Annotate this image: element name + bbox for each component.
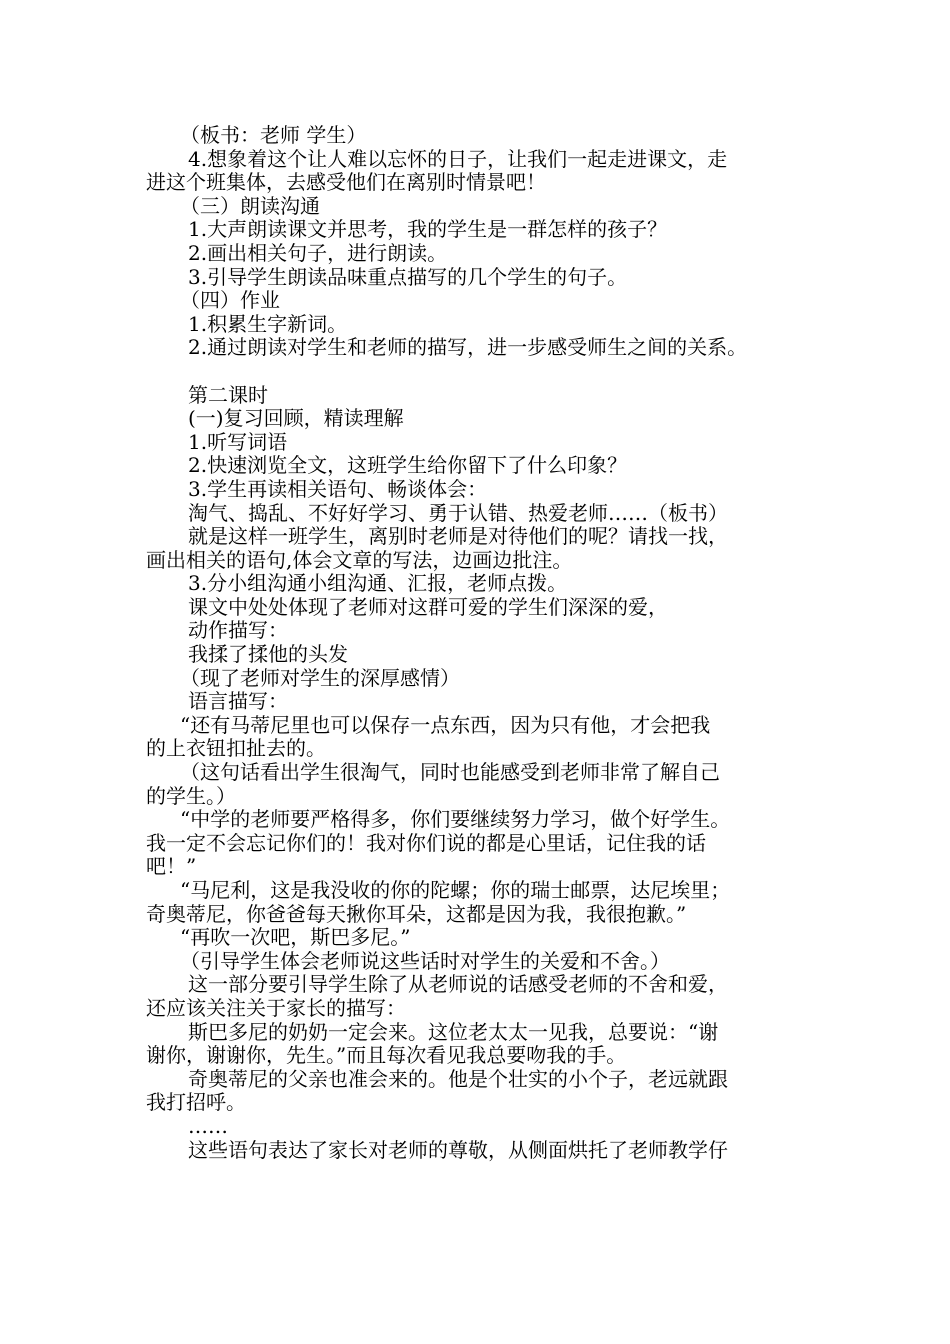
text-line: 我打招呼。 xyxy=(146,1091,246,1115)
document-body xyxy=(146,124,810,1162)
text-line: （板书：老师 学生） xyxy=(180,124,367,147)
text-line: 斯巴多尼的奶奶一定会来。这位老太太一见我，总要说：“谢 xyxy=(188,1020,719,1044)
text-line: 语言描写： xyxy=(188,690,288,714)
text-line: 画出相关的语句,体会文章的写法，边画边批注。 xyxy=(146,548,573,572)
text-line: 这一部分要引导学生除了从老师说的话感受老师的不舍和爱， xyxy=(188,973,728,997)
text-line: 还应该关注关于家长的描写： xyxy=(146,996,406,1020)
text-line: 2.通过朗读对学生和老师的描写，进一步感受师生之间的关系。 xyxy=(188,336,748,360)
text-line: 进这个班集体，去感受他们在离别时情景吧！ xyxy=(146,171,546,195)
text-line: （引导学生体会老师说这些话时对学生的关爱和不舍。） xyxy=(180,949,670,973)
text-line: 吧！” xyxy=(146,855,197,879)
text-line: “再吹一次吧，斯巴多尼。” xyxy=(180,926,411,950)
text-line: 就是这样一班学生，离别时老师是对待他们的呢？请找一找， xyxy=(188,525,728,549)
text-line: …… xyxy=(188,1114,228,1138)
text-line: “马尼利，这是我没收的你的陀螺；你的瑞士邮票，达尼埃里； xyxy=(180,879,731,902)
text-line: （这句话看出学生很淘气，同时也能感受到老师非常了解自己 xyxy=(180,761,720,785)
text-line: 课文中处处体现了老师对这群可爱的学生们深深的爱， xyxy=(188,595,668,619)
text-line: 1.听写词语 xyxy=(188,430,288,454)
blank-line xyxy=(146,360,810,384)
text-line: 3.引导学生朗读品味重点描写的几个学生的句子。 xyxy=(188,265,628,289)
text-line: 淘气、捣乱、不好好学习、勇于认错、热爱老师……（板书） xyxy=(188,501,728,525)
text-line: （四）作业 xyxy=(180,289,280,313)
text-line: 1.大声朗读课文并思考，我的学生是一群怎样的孩子？ xyxy=(188,218,668,242)
text-line: （三）朗读沟通 xyxy=(180,194,320,218)
text-line: 奇奥蒂尼，你爸爸每天揪你耳朵，这都是因为我，我很抱歉。” xyxy=(146,902,687,926)
text-line: “还有马蒂尼里也可以保存一点东西，因为只有他，才会把我 xyxy=(180,713,711,737)
text-line: 的学生。） xyxy=(146,784,236,808)
text-line: 我一定不会忘记你们的！我对你们说的都是心里话，记住我的话 xyxy=(146,831,706,855)
text-line: “中学的老师要严格得多，你们要继续努力学习，做个好学生。 xyxy=(180,808,731,832)
text-line: 这些语句表达了家长对老师的尊敬，从侧面烘托了老师教学仔 xyxy=(188,1138,728,1162)
text-line: 1.积累生字新词。 xyxy=(188,312,348,336)
text-line: 2.快速浏览全文，这班学生给你留下了什么印象？ xyxy=(188,454,628,478)
text-line: 谢你，谢谢你，先生。”而且每次看见我总要吻我的手。 xyxy=(146,1044,627,1068)
text-line: 的上衣钮扣扯去的。 xyxy=(146,737,326,761)
text-line: 4.想象着这个让人难以忘怀的日子，让我们一起走进课文，走 xyxy=(188,147,728,171)
text-line: (一)复习回顾，精读理解 xyxy=(188,407,404,431)
text-line: 奇奥蒂尼的父亲也准会来的。他是个壮实的小个子，老远就跟 xyxy=(188,1067,728,1091)
text-line: 3.分小组沟通小组沟通、汇报，老师点拨。 xyxy=(188,572,568,596)
text-line: （现了老师对学生的深厚感情） xyxy=(180,666,460,690)
text-line: 我揉了揉他的头发 xyxy=(188,643,348,667)
text-line: 3.学生再读相关语句、畅谈体会： xyxy=(188,477,488,501)
text-line: 第二课时 xyxy=(188,383,268,407)
text-line: 动作描写： xyxy=(188,619,288,643)
text-line: 2.画出相关句子，进行朗读。 xyxy=(188,241,448,265)
